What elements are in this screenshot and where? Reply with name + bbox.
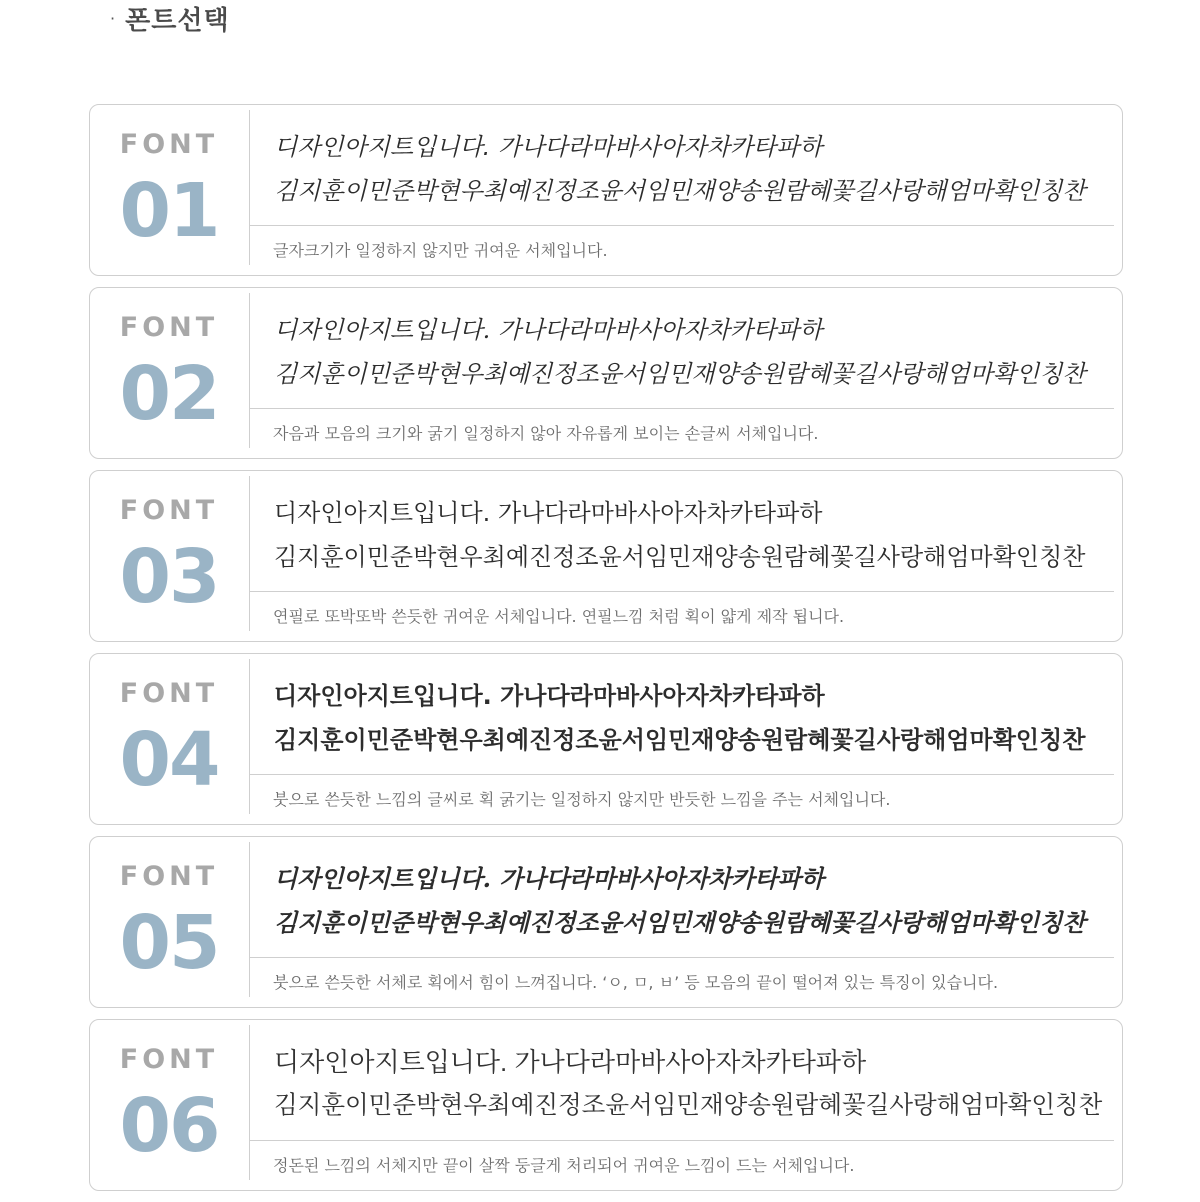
horizontal-divider: [250, 408, 1114, 409]
sample-text-line-1: 디자인아지트입니다. 가나다라마바사아자차카타파하: [274, 864, 824, 893]
font-option-badge: [90, 288, 248, 458]
horizontal-divider: [250, 591, 1114, 592]
sample-text-line-1: 디자인아지트입니다. 가나다라마바사아자차카타파하: [274, 133, 823, 161]
font-option-card-04[interactable]: [89, 653, 1123, 825]
font-label: FONT: [119, 495, 219, 526]
sample-text-line-2: 김지훈이민준박현우최예진정조윤서임민재양송원람혜꽃길사랑해엄마확인칭찬: [274, 726, 1086, 754]
font-option-badge: [90, 105, 248, 275]
font-number: 06: [119, 1083, 219, 1169]
horizontal-divider: [250, 957, 1114, 958]
font-preview: [250, 471, 1114, 641]
sample-text-line-2: 김지훈이민준박현우최예진정조윤서임민재양송원람혜꽃길사랑해엄마확인칭찬: [274, 543, 1086, 571]
page-title: 폰트선택: [125, 5, 230, 36]
sample-text-line-1: 디자인아지트입니다. 가나다라마바사아자차카타파하: [274, 682, 825, 710]
font-option-card-05[interactable]: [89, 836, 1123, 1008]
font-description: 자음과 모음의 크기와 굵기 일정하지 않아 자유롭게 보이는 손글씨 서체입니다.: [273, 424, 819, 443]
horizontal-divider: [250, 774, 1114, 775]
font-label: FONT: [119, 1044, 219, 1075]
page-header: [110, 0, 230, 36]
font-option-list: [89, 104, 1125, 1202]
font-label: FONT: [119, 678, 219, 709]
font-option-badge: [90, 1020, 248, 1190]
font-option-card-02[interactable]: [89, 287, 1123, 459]
font-option-card-01[interactable]: [89, 104, 1123, 276]
horizontal-divider: [250, 1140, 1114, 1141]
font-number: 03: [119, 534, 219, 620]
font-option-card-06[interactable]: [89, 1019, 1123, 1191]
font-preview: [250, 654, 1114, 824]
sample-text-line-2: 김지훈이민준박현우최예진정조윤서임민재양송원람혜꽃길사랑해엄마확인칭찬: [274, 360, 1086, 388]
font-label: FONT: [119, 312, 219, 343]
sample-text-line-2: 김지훈이민준박현우최예진정조윤서임민재양송원람혜꽃길사랑해엄마확인칭찬: [274, 908, 1086, 937]
font-description: 글자크기가 일정하지 않지만 귀여운 서체입니다.: [273, 241, 608, 260]
font-option-badge: [90, 837, 248, 1007]
font-preview: [250, 837, 1114, 1007]
font-preview: [250, 105, 1114, 275]
font-label: FONT: [119, 129, 219, 160]
sample-text-line-1: 디자인아지트입니다. 가나다라마바사아자차카타파하: [274, 1047, 867, 1077]
sample-text-line-1: 디자인아지트입니다. 가나다라마바사아자차카타파하: [274, 316, 823, 344]
sample-text-line-2: 김지훈이민준박현우최예진정조윤서임민재양송원람혜꽃길사랑해엄마확인칭찬: [274, 177, 1086, 205]
sample-text-line-2: 김지훈이민준박현우최예진정조윤서임민재양송원람혜꽃길사랑해엄마확인칭찬: [274, 1092, 1103, 1119]
font-option-badge: [90, 654, 248, 824]
header-bullet: ·: [110, 8, 116, 28]
font-preview: [250, 1020, 1114, 1190]
font-label: FONT: [119, 861, 219, 892]
font-description: 정돈된 느낌의 서체지만 끝이 살짝 둥글게 처리되어 귀여운 느낌이 드는 서체입니다.: [273, 1156, 855, 1175]
font-number: 04: [119, 717, 219, 803]
font-number: 05: [119, 900, 219, 986]
font-option-badge: [90, 471, 248, 641]
font-number: 02: [119, 351, 219, 437]
font-option-card-03[interactable]: [89, 470, 1123, 642]
font-preview: [250, 288, 1114, 458]
font-description: 붓으로 쓴듯한 느낌의 글씨로 획 굵기는 일정하지 않지만 반듯한 느낌을 주는 서체입니다.: [273, 790, 891, 809]
sample-text-line-1: 디자인아지트입니다. 가나다라마바사아자차카타파하: [274, 499, 823, 527]
font-description: 연필로 또박또박 쓴듯한 귀여운 서체입니다. 연필느낌 처럼 획이 얇게 제작 됩니다.: [273, 607, 845, 626]
font-number: 01: [119, 168, 219, 254]
horizontal-divider: [250, 225, 1114, 226]
font-description: 붓으로 쓴듯한 서체로 획에서 힘이 느껴집니다. ‘ㅇ, ㅁ, ㅂ’ 등 모음의 끝이 떨어져 있는 특징이 있습니다.: [273, 973, 999, 992]
